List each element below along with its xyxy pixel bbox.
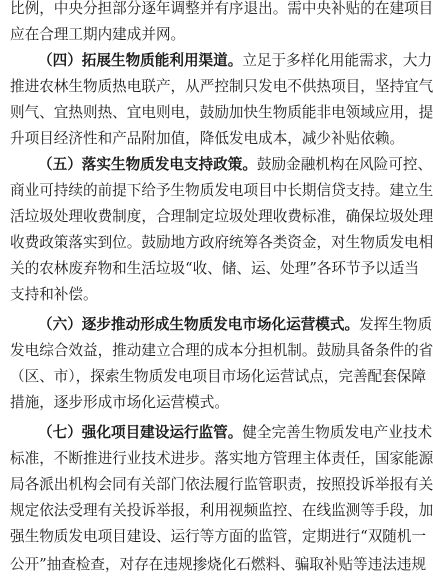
paragraph-line: [10, 364, 426, 390]
body-text: 应在合理工期内建成并网。: [10, 26, 186, 43]
body-text: 标准，不断推进行业技术进步。落实地方管理主体责任，国家能源: [10, 450, 433, 467]
body-text: 鼓励金融机构在风险可控、: [256, 156, 433, 173]
paragraph-line: [10, 230, 433, 256]
body-text: 活垃圾处理收费制度，合理制定垃圾处理收费标准，确保垃圾处理: [10, 208, 433, 225]
paragraph-line: [10, 524, 427, 550]
paragraph-line: [10, 552, 427, 578]
paragraph-line: [10, 178, 433, 204]
paragraph-line: [10, 204, 433, 230]
body-text: 立足于多样化用能需求，大力: [242, 52, 433, 69]
paragraph-line: [10, 100, 433, 126]
body-text: （区、市），探索生物质发电项目市场化运营试点，完善配套保障: [10, 368, 426, 385]
body-text: 比例，中央分担部分逐年调整并有序退出。需中央补贴的在建项目: [10, 0, 433, 17]
paragraph-line: [10, 472, 433, 498]
body-text: 发挥生物质: [359, 316, 433, 333]
body-text: 措施，逐步形成市场化运营模式。: [10, 394, 229, 411]
paragraph-line: [10, 22, 414, 48]
body-text: 升项目经济性和产品附加值，降低发电成本，减少补贴依赖。: [10, 130, 405, 147]
paragraph-line: [10, 256, 419, 282]
paragraph-line: [10, 446, 433, 472]
paragraph-line: [38, 312, 433, 338]
paragraph-line: [10, 390, 414, 416]
body-text: 支持和补偿。: [10, 286, 98, 303]
paragraph-line: [38, 152, 433, 178]
paragraph-line: [10, 126, 414, 152]
body-text: 推进农林生物质热电联产，从严控制只发电不供热项目，坚持宜气: [10, 78, 433, 95]
body-text: 关的农林废弃物和生活垃圾“收、储、运、处理”各环节予以适当: [10, 260, 419, 277]
body-text: 则气、宜热则热、宜电则电，鼓励加快生物质能非电领域应用，提: [10, 104, 433, 121]
body-text: 发电综合效益，推动建立合理的成本分担机制。鼓励具备条件的省: [10, 342, 433, 359]
body-text: 规定依法受理有关投诉举报，利用视频监控、在线监测等手段，加: [10, 502, 433, 519]
body-text: 局各派出机构会同有关部门依法履行监管职责，按照投诉举报有关: [10, 476, 433, 493]
body-text: 公开”抽查检查，对存在违规掺烧化石燃料、骗取补贴等违法违规: [10, 556, 427, 573]
paragraph-line: [38, 48, 433, 74]
body-text: 健全完善生物质发电产业技术: [242, 424, 433, 441]
body-text: 商业可持续的前提下给予生物质发电项目中长期信贷支持。建立生: [10, 182, 433, 199]
body-text: 强生物质发电项目建设、运行等方面的监管，定期进行“双随机一: [10, 528, 427, 545]
paragraph-line: [10, 0, 433, 22]
section-heading-5: （五）落实生物质发电支持政策。: [38, 156, 257, 173]
paragraph-line: [38, 420, 433, 446]
paragraph-line: [10, 498, 433, 524]
paragraph-line: [10, 74, 433, 100]
body-text: 收费政策落实到位。鼓励地方政府统筹各类资金，对生物质发电相: [10, 234, 433, 251]
paragraph-line: [10, 338, 433, 364]
paragraph-line: [10, 282, 414, 308]
section-heading-7: （七）强化项目建设运行监管。: [38, 424, 243, 441]
section-heading-4: （四）拓展生物质能利用渠道。: [38, 52, 243, 69]
section-heading-6: （六）逐步推动形成生物质发电市场化运营模式。: [38, 316, 360, 333]
